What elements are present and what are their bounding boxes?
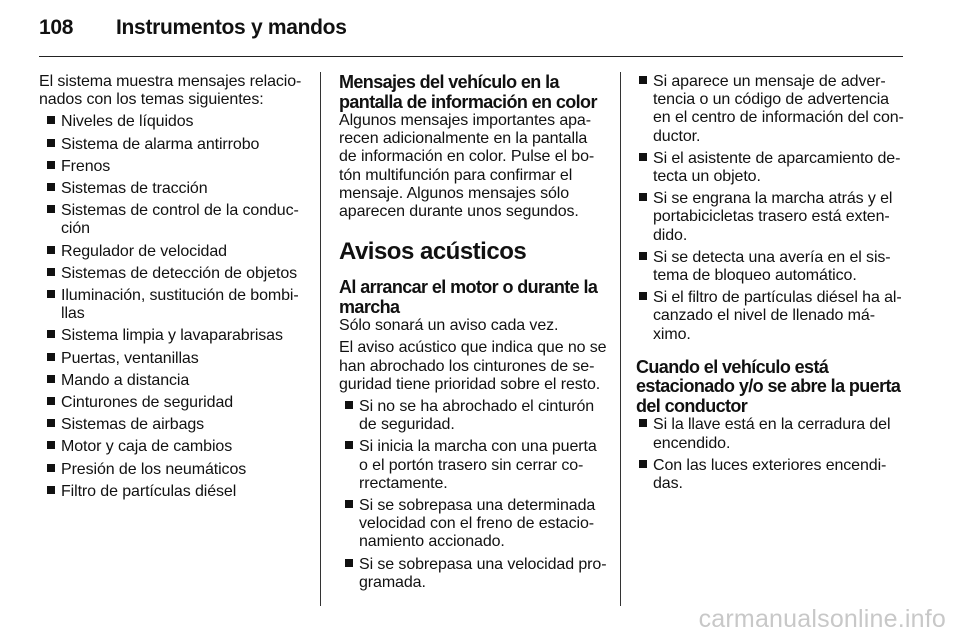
list-item: Sistemas de airbags	[44, 416, 307, 434]
column-2	[339, 73, 607, 596]
list-item: Si se sobrepasa una determinada velocidad con el freno de estacio-namiento accionado.	[342, 497, 607, 552]
bullet-icon	[47, 353, 55, 361]
warnings-list-continued	[636, 73, 904, 344]
list-item: Sistema de alarma antirrobo	[44, 136, 307, 154]
bullet-icon	[639, 292, 647, 300]
bullet-icon	[345, 559, 353, 567]
list-item: Puertas, ventanillas	[44, 350, 307, 368]
bullet-icon	[345, 441, 353, 449]
list-item: Si la llave está en la cerradura del encendido.	[636, 416, 904, 452]
bullet-icon	[47, 375, 55, 383]
bullet-icon	[47, 330, 55, 338]
paragraph-color-display: Algunos mensajes importantes apa-recen adicionalmente en la pantalla de información en color. Pulse el bo-tón multifunción para confirmar el mensaje. Algunos mensajes sólo aparecen durante unos segundos.	[339, 112, 595, 221]
bullet-icon	[639, 252, 647, 260]
bullet-icon	[47, 486, 55, 494]
warnings-list	[339, 398, 607, 592]
list-item: Sistema limpia y lavaparabrisas	[44, 327, 307, 345]
bullet-icon	[345, 500, 353, 508]
list-item: Sistemas de tracción	[44, 180, 307, 198]
list-item: Motor y caja de cambios	[44, 438, 307, 456]
list-item: Si el asistente de aparcamiento de-tecta un objeto.	[636, 150, 904, 186]
watermark: carmanualsonline.info	[698, 605, 946, 633]
bullet-icon	[47, 464, 55, 472]
list-item: Si se engrana la marcha atrás y el portabicicletas trasero está exten-dido.	[636, 190, 904, 245]
list-item: Sistemas de control de la conduc-ción	[44, 202, 307, 238]
column-3	[636, 73, 904, 497]
list-item: Con las luces exteriores encendi-das.	[636, 457, 904, 493]
list-item: Si aparece un mensaje de adver-tencia o un código de advertencia en el centro de información del con-ductor.	[636, 73, 904, 146]
list-item: Si se sobrepasa una velocidad pro-gramada.	[342, 556, 607, 592]
bullet-icon	[639, 460, 647, 468]
column-1	[39, 73, 307, 505]
bullet-icon	[47, 116, 55, 124]
heading-engine-start: Al arrancar el motor o durante la marcha	[339, 277, 598, 317]
bullet-icon	[47, 161, 55, 169]
paragraph-seatbelt-priority: El aviso acústico que indica que no se han abrochado los cinturones de se-guridad tiene prioridad sobre el resto.	[339, 339, 607, 393]
list-item: Cinturones de seguridad	[44, 394, 307, 412]
intro-paragraph: El sistema muestra mensajes relacio-nados con los temas siguientes:	[39, 73, 302, 109]
list-item: Mando a distancia	[44, 372, 307, 390]
list-item: Regulador de velocidad	[44, 243, 307, 261]
bullet-icon	[47, 397, 55, 405]
bullet-icon	[639, 419, 647, 427]
heading-acoustic-warnings: Avisos acústicos	[339, 238, 527, 266]
bullet-icon	[47, 183, 55, 191]
bullet-icon	[47, 246, 55, 254]
page-number: 108	[39, 16, 74, 39]
list-item: Si no se ha abrochado el cinturón de seguridad.	[342, 398, 607, 434]
list-item: Filtro de partículas diésel	[44, 483, 307, 501]
list-item: Iluminación, sustitución de bombi-llas	[44, 287, 307, 323]
bullet-icon	[47, 139, 55, 147]
column-divider-1	[320, 72, 321, 606]
section-title: Instrumentos y mandos	[116, 16, 347, 39]
parked-warnings-list	[636, 416, 904, 493]
list-item: Sistemas de detección de objetos	[44, 265, 307, 283]
bullet-icon	[47, 419, 55, 427]
bullet-icon	[47, 268, 55, 276]
topics-list	[39, 113, 307, 501]
list-item: Si se detecta una avería en el sis-tema de bloqueo automático.	[636, 249, 904, 285]
list-item: Si el filtro de partículas diésel ha al-canzado el nivel de llenado má-ximo.	[636, 289, 904, 344]
list-item: Frenos	[44, 158, 307, 176]
page-header	[39, 16, 347, 46]
bullet-icon	[47, 205, 55, 213]
bullet-icon	[639, 153, 647, 161]
paragraph-one-warning: Sólo sonará un aviso cada vez.	[339, 317, 559, 335]
list-item: Si inicia la marcha con una puerta o el portón trasero sin cerrar co-rrectamente.	[342, 438, 607, 493]
header-divider	[39, 56, 903, 57]
bullet-icon	[639, 76, 647, 84]
bullet-icon	[47, 441, 55, 449]
bullet-icon	[345, 401, 353, 409]
list-item: Presión de los neumáticos	[44, 461, 307, 479]
list-item: Niveles de líquidos	[44, 113, 307, 131]
bullet-icon	[639, 193, 647, 201]
bullet-icon	[47, 290, 55, 298]
column-divider-2	[620, 72, 621, 606]
heading-vehicle-messages: Mensajes del vehículo en la pantalla de información en color	[339, 72, 597, 112]
heading-parked: Cuando el vehículo está estacionado y/o se abre la puerta del conductor	[636, 356, 901, 416]
